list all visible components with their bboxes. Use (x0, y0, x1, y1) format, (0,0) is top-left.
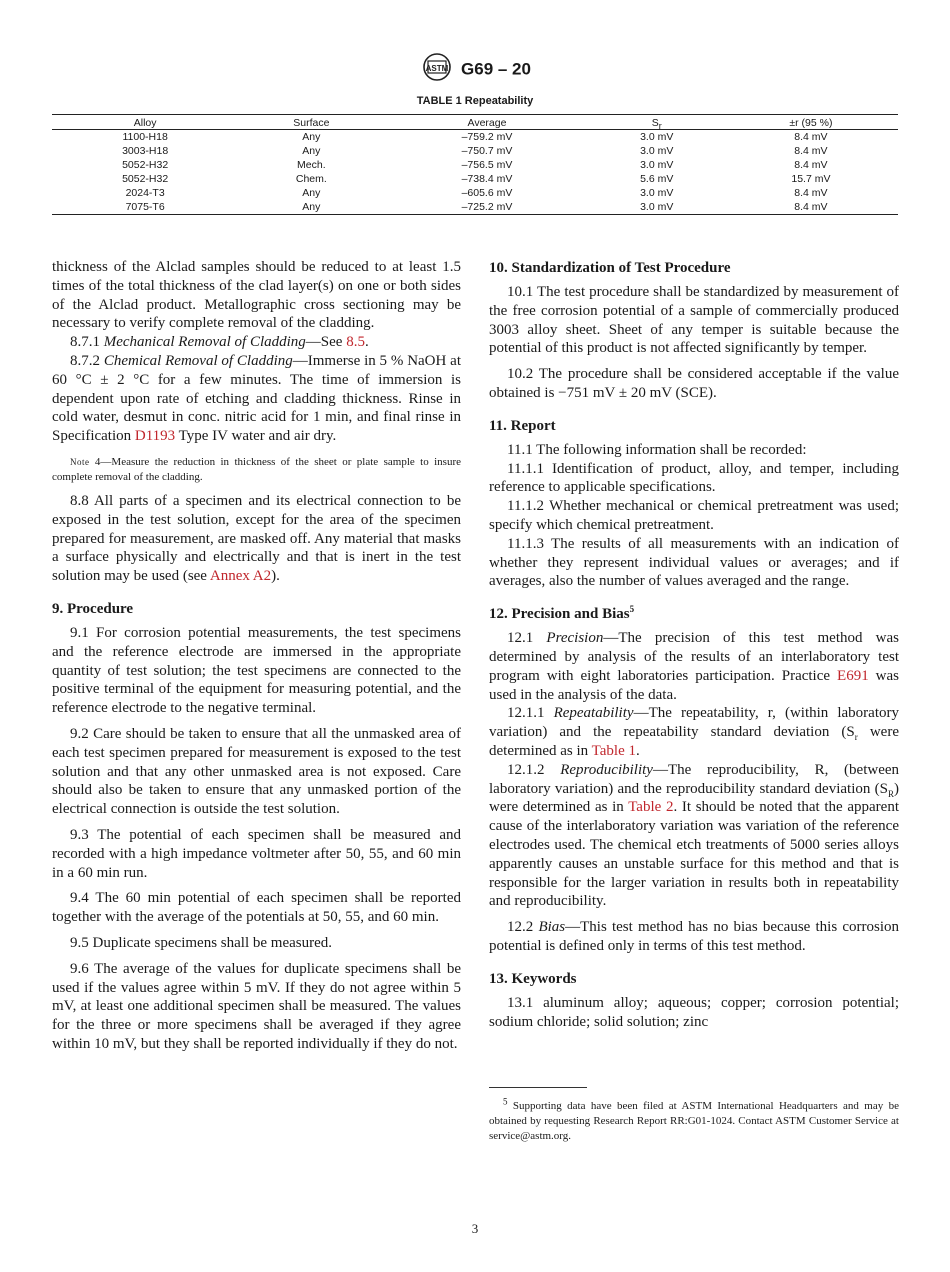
repeatability-table (52, 114, 898, 215)
para-12-1: 12.1 Precision—The precision of this test method was determined by analysis of the results of an interlaboratory test program with eight laboratories participation. Practice E691 was used in the analysis of the data. (489, 630, 900, 703)
page-number: 3 (471, 1221, 479, 1236)
cell-r95: 8.4 mV (794, 159, 828, 171)
col-header-r95: ±r (95 %) (789, 117, 833, 129)
para-9-5: 9.5 Duplicate specimens shall be measured. (70, 934, 333, 951)
continued-paragraph: thickness of the Alclad samples should be reduced to at least 1.5 times of the total thickness of the clad layer(s) on one or both sides of the Alclad product. Metallographic cross sectioning may be necessary to verify complete removal of the cladding. (52, 259, 461, 332)
para-10-1: 10.1 The test procedure shall be standardized by measurement of the free corrosion potential of a sample of commercially produced 3003 alloy sheet. Sheet of any temper is suitable because the potential of this product is not affected significantly by temper. (489, 284, 899, 357)
heading-procedure: 9. Procedure (52, 600, 134, 617)
cell-alloy: 1100-H18 (122, 131, 168, 143)
para-11-1: 11.1 The following information shall be recorded: (507, 441, 807, 458)
link-annex-a2[interactable]: Annex A2 (209, 568, 272, 585)
para-13-1: 13.1 aluminum alloy; aqueous; copper; corrosion potential; sodium chloride; solid solution; zinc (489, 994, 899, 1030)
cell-surface: Any (302, 145, 321, 157)
table-row (52, 200, 898, 215)
page-header (0, 52, 950, 87)
cell-surface: Mech. (297, 159, 326, 171)
footnote-ref-5[interactable]: 5 (629, 604, 635, 615)
cell-average: –738.4 mV (461, 173, 513, 185)
para-12-1-1: 12.1.1 Repeatability—The repeatability, r, (within laboratory variation) and the repeatability standard deviation ($S_r$ were determined as in Table 1. (489, 705, 899, 759)
cell-sr: 3.0 mV (640, 145, 674, 157)
link-e691[interactable]: E691 (837, 667, 869, 684)
designation: G69 – 20 (461, 59, 531, 79)
para-9-4: 9.4 The 60 min potential of each specimen shall be reported together with the average of the potentials at 50, 55, and 60 min. (52, 890, 461, 926)
cell-alloy: 5052-H32 (122, 159, 169, 171)
cell-sr: 3.0 mV (640, 187, 674, 199)
col-header-average: Average (467, 117, 507, 129)
cell-average: –725.2 mV (461, 201, 513, 213)
para-11-1-1: 11.1.1 Identification of product, alloy, and temper, including reference to applicable specifications. (489, 460, 899, 496)
para-12-2: 12.2 Bias—This test method has no bias because this corrosion potential is defined only in terms of this test method. (489, 919, 899, 954)
col-header-sr: $S_r$ (651, 117, 662, 132)
heading-report: 11. Report (489, 417, 556, 434)
col-header-surface: Surface (293, 117, 330, 129)
cell-average: –756.5 mV (461, 159, 513, 171)
para-11-1-3: 11.1.3 The results of all measurements with an indication of whether they represent individual values or averages; and if averages, also the number of values averaged and the range. (489, 535, 899, 590)
left-column (52, 258, 461, 1054)
table-row (52, 186, 898, 200)
footnote-divider (489, 1087, 587, 1088)
para-9-3: 9.3 The potential of each specimen shall be measured and recorded with a high impedance voltmeter after 50, 55, and 60 min in a 60 min run. (52, 826, 461, 881)
cell-sr: 3.0 mV (640, 131, 674, 143)
cell-surface: Any (302, 187, 321, 199)
table-row (52, 130, 898, 145)
cell-r95: 8.4 mV (794, 201, 828, 213)
para-8-7-2: 8.7.2 Chemical Removal of Cladding—Immerse in 5 % NaOH at 60 °C ± 2 °C for a few minutes. The time of immersion is dependent upon rate of etching and cladding thickness. Rinse in cold water, desmut in conc. nitric acid for 1 min, and final rinse in Specification D1193 Type IV water and air dry. (52, 352, 461, 445)
table-caption: TABLE 1 Repeatability (416, 95, 534, 107)
para-10-2: 10.2 The procedure shall be considered acceptable if the value obtained is −751 mV ± 20 mV (SCE). (489, 366, 899, 401)
cell-sr: 3.0 mV (640, 159, 674, 171)
right-column (489, 258, 899, 1031)
cell-r95: 15.7 mV (791, 173, 831, 185)
table-row (52, 158, 898, 172)
astm-logo-icon (419, 52, 455, 87)
table-header-row (52, 115, 898, 130)
cell-alloy: 3003-H18 (122, 145, 169, 157)
cell-alloy: 5052-H32 (122, 173, 169, 185)
para-9-2: 9.2 Care should be taken to ensure that all the unmasked area of each test specimen prepared for measurement is exposed to the test solution and that any other unmasked area is not exposed. Care should also be taken to ensure that any unmasked portion of the electrical connection is outside the test solution. (52, 725, 461, 818)
cell-surface: Any (302, 201, 321, 213)
cell-sr: 5.6 mV (640, 173, 674, 185)
cell-average: –750.7 mV (461, 145, 513, 157)
table-row (52, 172, 898, 186)
para-8-8: 8.8 All parts of a specimen and its electrical connection to be exposed in the test solution, except for the area of the specimen prepared for measurement, are masked off. Any material that masks a surface physically and electrically and that is inert in the test solution may be used (see Annex A2). (52, 492, 461, 585)
para-11-1-2: 11.1.2 Whether mechanical or chemical pretreatment was used; specify which chemical pretreatment. (489, 498, 899, 533)
link-d1193[interactable]: D1193 (134, 428, 176, 445)
table-row (52, 144, 898, 158)
cell-r95: 8.4 mV (794, 131, 828, 143)
cell-average: –759.2 mV (461, 131, 513, 143)
cell-alloy: 2024-T3 (125, 187, 165, 199)
heading-keywords: 13. Keywords (489, 970, 577, 987)
heading-precision-bias: 12. Precision and Bias$^5$ (489, 604, 635, 623)
cell-r95: 8.4 mV (794, 145, 828, 157)
cell-alloy: 7075-T6 (125, 201, 165, 213)
col-header-alloy: Alloy (133, 117, 157, 129)
link-table-1[interactable]: Table 1 (591, 742, 636, 759)
para-9-6: 9.6 The average of the values for duplicate specimens shall be used if the values agree within 5 mV. If they do not agree within 5 mV, at least one additional specimen shall be measured. The values for the three or more specimens shall be averaged if they agree within 10 mV, but they shall be reported individually if they do not. (52, 960, 461, 1052)
cell-r95: 8.4 mV (794, 187, 828, 199)
para-9-1: 9.1 For corrosion potential measurements, the test specimens and the reference electrode are immersed in the appropriate quantity of test solution; the test specimens are connected to the positive terminal of the equipment for measuring potential, and the reference electrode to the negative terminal. (52, 624, 461, 717)
heading-standardization: 10. Standardization of Test Procedure (489, 260, 731, 276)
svg-text:ASTM: ASTM (425, 64, 449, 73)
cell-average: –605.6 mV (461, 187, 513, 199)
para-12-1-2: 12.1.2 Reproducibility—The reproducibility, R, (between laboratory variation) and the reproducibility standard deviation $(S_R)$ were determined as in Table 2. It should be noted that the apparent cause of the interlaboratory variation was variation of the reference electrodes used. The chemical etch treatments of 5000 series alloys apparently causes an unstable surface for this method and that is responsible for the larger variation in results both in repeatability and reproducibility. (489, 761, 900, 910)
note-4: Note 4—Measure the reduction in thickness of the sheet or plate sample to insure complete removal of the cladding. (52, 455, 462, 483)
footnote-5: $^5$ Supporting data have been filed at ASTM International Headquarters and may be obtained by requesting Research Report RR:G01-1024. Contact ASTM Customer Service at service@astm.org. (489, 1096, 899, 1142)
para-8-7-1: 8.7.1 Mechanical Removal of Cladding—See 8.5. (70, 334, 369, 351)
link-table-2[interactable]: Table 2 (628, 799, 674, 816)
cell-surface: Chem. (295, 173, 327, 185)
link-8-5[interactable]: 8.5 (346, 334, 365, 351)
cell-surface: Any (302, 131, 321, 143)
cell-sr: 3.0 mV (640, 201, 674, 213)
